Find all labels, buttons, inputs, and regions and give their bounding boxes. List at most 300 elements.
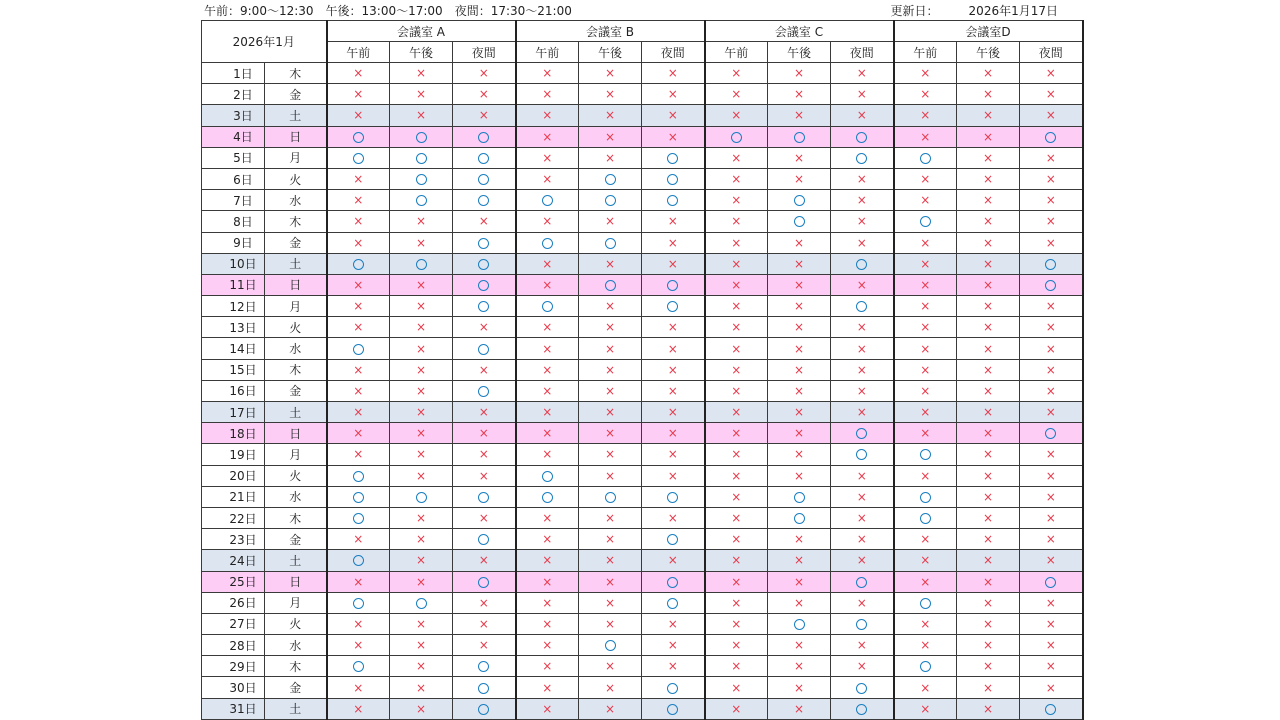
available-circle-icon — [1045, 280, 1056, 291]
availability-cell — [831, 677, 894, 698]
unavailable-cross-icon: × — [1045, 616, 1056, 631]
availability-cell — [1020, 635, 1083, 656]
unavailable-cross-icon: × — [604, 426, 616, 441]
date-cell: 27日 — [202, 613, 265, 634]
availability-cell — [579, 168, 642, 189]
slot-header: 夜間 — [831, 42, 894, 63]
unavailable-cross-icon: × — [982, 235, 994, 250]
unavailable-cross-icon: × — [478, 108, 489, 123]
unavailable-cross-icon: × — [856, 87, 867, 102]
unavailable-cross-icon: × — [982, 172, 994, 187]
unavailable-cross-icon: × — [604, 129, 616, 144]
available-circle-icon — [920, 216, 931, 227]
table-row — [202, 677, 1083, 698]
available-circle-icon — [353, 513, 364, 524]
availability-cell — [831, 486, 894, 507]
availability-cell — [957, 338, 1020, 359]
availability-cell — [894, 571, 957, 592]
table-row — [202, 296, 1083, 317]
unavailable-cross-icon: × — [353, 277, 364, 292]
unavailable-cross-icon: × — [478, 511, 489, 526]
unavailable-cross-icon: × — [604, 447, 616, 462]
unavailable-cross-icon: × — [920, 426, 931, 441]
availability-cell — [894, 423, 957, 444]
weekday-cell: 水 — [265, 338, 327, 359]
available-circle-icon — [856, 619, 867, 630]
availability-cell — [579, 147, 642, 168]
availability-cell — [453, 613, 516, 634]
unavailable-cross-icon: × — [793, 66, 805, 81]
unavailable-cross-icon: × — [542, 511, 553, 526]
slot-header: 夜間 — [642, 42, 705, 63]
unavailable-cross-icon: × — [856, 595, 867, 610]
availability-cell — [327, 529, 390, 550]
date-cell: 9日 — [202, 232, 265, 253]
availability-cell — [327, 105, 390, 126]
availability-cell — [894, 380, 957, 401]
unavailable-cross-icon: × — [353, 299, 364, 314]
weekday-cell: 火 — [265, 168, 327, 189]
availability-cell — [453, 465, 516, 486]
unavailable-cross-icon: × — [667, 638, 678, 653]
availability-cell — [390, 677, 453, 698]
availability-cell — [390, 84, 453, 105]
availability-cell — [894, 63, 957, 84]
availability-cell — [1020, 613, 1083, 634]
availability-cell — [957, 380, 1020, 401]
availability-cell — [831, 613, 894, 634]
availability-cell — [390, 296, 453, 317]
availability-cell — [642, 296, 705, 317]
availability-cell — [453, 338, 516, 359]
available-circle-icon — [667, 301, 678, 312]
availability-cell — [516, 253, 579, 274]
availability-cell — [957, 698, 1020, 719]
availability-cell — [894, 253, 957, 274]
availability-cell — [516, 635, 579, 656]
available-circle-icon — [542, 492, 553, 503]
availability-cell — [957, 84, 1020, 105]
availability-cell — [390, 211, 453, 232]
availability-cell — [768, 338, 831, 359]
availability-cell — [642, 380, 705, 401]
availability-cell — [831, 253, 894, 274]
availability-cell — [894, 465, 957, 486]
availability-cell — [516, 211, 579, 232]
slot-header: 午後 — [390, 42, 453, 63]
availability-cell — [705, 486, 768, 507]
availability-cell — [327, 338, 390, 359]
availability-cell — [831, 211, 894, 232]
unavailable-cross-icon: × — [793, 383, 805, 398]
availability-cell — [831, 190, 894, 211]
slot-header: 午前 — [894, 42, 957, 63]
unavailable-cross-icon: × — [920, 299, 931, 314]
date-cell: 19日 — [202, 444, 265, 465]
unavailable-cross-icon: × — [793, 595, 805, 610]
availability-cell — [327, 274, 390, 295]
table-row — [202, 380, 1083, 401]
available-circle-icon — [542, 238, 553, 249]
availability-cell — [894, 211, 957, 232]
unavailable-cross-icon: × — [353, 701, 364, 716]
availability-cell — [894, 190, 957, 211]
availability-cell — [327, 613, 390, 634]
unavailable-cross-icon: × — [415, 574, 427, 589]
unavailable-cross-icon: × — [982, 595, 994, 610]
table-row — [202, 190, 1083, 211]
availability-cell — [516, 84, 579, 105]
date-cell: 28日 — [202, 635, 265, 656]
availability-cell — [894, 232, 957, 253]
availability-cell — [453, 274, 516, 295]
availability-cell — [642, 613, 705, 634]
availability-cell — [894, 677, 957, 698]
availability-cell — [957, 317, 1020, 338]
availability-cell — [768, 147, 831, 168]
date-cell: 11日 — [202, 274, 265, 295]
availability-cell — [957, 296, 1020, 317]
unavailable-cross-icon: × — [982, 129, 994, 144]
unavailable-cross-icon: × — [542, 426, 553, 441]
availability-cell — [579, 507, 642, 528]
unavailable-cross-icon: × — [542, 172, 553, 187]
availability-cell — [579, 296, 642, 317]
available-circle-icon — [478, 174, 489, 185]
unavailable-cross-icon: × — [478, 66, 489, 81]
unavailable-cross-icon: × — [793, 172, 805, 187]
availability-cell — [579, 571, 642, 592]
availability-cell — [1020, 550, 1083, 571]
unavailable-cross-icon: × — [793, 299, 805, 314]
availability-cell — [1020, 338, 1083, 359]
unavailable-cross-icon: × — [604, 616, 616, 631]
available-circle-icon — [667, 280, 678, 291]
unavailable-cross-icon: × — [982, 638, 994, 653]
table-row — [202, 84, 1083, 105]
unavailable-cross-icon: × — [920, 66, 931, 81]
availability-cell — [642, 444, 705, 465]
table-row — [202, 507, 1083, 528]
available-circle-icon — [1045, 132, 1056, 143]
unavailable-cross-icon: × — [982, 383, 994, 398]
available-circle-icon — [478, 280, 489, 291]
available-circle-icon — [416, 598, 427, 609]
availability-cell — [894, 550, 957, 571]
availability-cell — [453, 211, 516, 232]
availability-cell — [1020, 402, 1083, 423]
weekday-cell: 土 — [265, 105, 327, 126]
availability-cell — [516, 190, 579, 211]
available-circle-icon — [478, 661, 489, 672]
availability-cell — [894, 338, 957, 359]
availability-cell — [453, 190, 516, 211]
updated-label: 更新日： — [890, 4, 939, 18]
availability-cell — [1020, 529, 1083, 550]
unavailable-cross-icon: × — [415, 659, 427, 674]
availability-cell — [768, 274, 831, 295]
availability-cell — [579, 84, 642, 105]
availability-cell — [957, 105, 1020, 126]
availability-cell — [579, 359, 642, 380]
available-circle-icon — [856, 683, 867, 694]
availability-cell — [705, 465, 768, 486]
availability-cell — [390, 529, 453, 550]
unavailable-cross-icon: × — [982, 277, 994, 292]
availability-cell — [579, 465, 642, 486]
available-circle-icon — [667, 492, 678, 503]
unavailable-cross-icon: × — [478, 362, 489, 377]
availability-cell — [831, 571, 894, 592]
available-circle-icon — [605, 195, 616, 206]
unavailable-cross-icon: × — [542, 405, 553, 420]
availability-cell — [1020, 359, 1083, 380]
unavailable-cross-icon: × — [920, 235, 931, 250]
available-circle-icon — [478, 238, 489, 249]
date-cell: 21日 — [202, 486, 265, 507]
availability-cell — [831, 105, 894, 126]
available-circle-icon — [667, 598, 678, 609]
available-circle-icon — [667, 534, 678, 545]
availability-cell — [516, 147, 579, 168]
slot-header: 午前 — [327, 42, 390, 63]
unavailable-cross-icon: × — [604, 383, 616, 398]
availability-cell — [642, 507, 705, 528]
unavailable-cross-icon: × — [920, 638, 931, 653]
table-row — [202, 402, 1083, 423]
availability-cell — [957, 613, 1020, 634]
availability-cell — [642, 656, 705, 677]
availability-cell — [390, 359, 453, 380]
availability-cell — [894, 529, 957, 550]
unavailable-cross-icon: × — [542, 214, 553, 229]
available-circle-icon — [353, 555, 364, 566]
availability-cell — [453, 402, 516, 423]
table-row — [202, 147, 1083, 168]
availability-cell — [957, 529, 1020, 550]
availability-cell — [705, 190, 768, 211]
updated-date: 2026年1月17日 — [968, 4, 1058, 18]
availability-cell — [768, 507, 831, 528]
availability-cell — [453, 529, 516, 550]
availability-cell — [579, 380, 642, 401]
weekday-cell: 木 — [265, 211, 327, 232]
unavailable-cross-icon: × — [856, 511, 867, 526]
unavailable-cross-icon: × — [731, 553, 742, 568]
unavailable-cross-icon: × — [415, 341, 427, 356]
availability-cell — [831, 698, 894, 719]
availability-cell — [957, 253, 1020, 274]
table-row — [202, 423, 1083, 444]
availability-cell — [957, 423, 1020, 444]
unavailable-cross-icon: × — [731, 150, 742, 165]
available-circle-icon — [353, 259, 364, 270]
unavailable-cross-icon: × — [920, 574, 931, 589]
availability-cell — [327, 465, 390, 486]
weekday-cell: 日 — [265, 274, 327, 295]
unavailable-cross-icon: × — [920, 320, 931, 335]
available-circle-icon — [353, 344, 364, 355]
availability-cell — [894, 126, 957, 147]
unavailable-cross-icon: × — [415, 426, 427, 441]
unavailable-cross-icon: × — [542, 129, 553, 144]
availability-cell — [705, 232, 768, 253]
weekday-cell: 水 — [265, 486, 327, 507]
unavailable-cross-icon: × — [1045, 638, 1056, 653]
availability-cell — [516, 465, 579, 486]
availability-cell — [831, 423, 894, 444]
availability-cell — [642, 253, 705, 274]
unavailable-cross-icon: × — [856, 659, 867, 674]
unavailable-cross-icon: × — [793, 532, 805, 547]
availability-cell — [516, 656, 579, 677]
table-row — [202, 105, 1083, 126]
table-row — [202, 168, 1083, 189]
unavailable-cross-icon: × — [1045, 680, 1056, 695]
unavailable-cross-icon: × — [415, 66, 427, 81]
availability-cell — [390, 465, 453, 486]
slot-header: 午後 — [579, 42, 642, 63]
unavailable-cross-icon: × — [920, 383, 931, 398]
availability-cell — [327, 168, 390, 189]
unavailable-cross-icon: × — [604, 108, 616, 123]
availability-cell — [390, 656, 453, 677]
available-circle-icon — [353, 661, 364, 672]
availability-cell — [642, 338, 705, 359]
unavailable-cross-icon: × — [982, 511, 994, 526]
unavailable-cross-icon: × — [793, 87, 805, 102]
availability-cell — [516, 486, 579, 507]
availability-cell — [831, 507, 894, 528]
availability-cell — [642, 571, 705, 592]
slot-header: 午後 — [957, 42, 1020, 63]
table-row — [202, 253, 1083, 274]
table-row — [202, 698, 1083, 719]
unavailable-cross-icon: × — [856, 108, 867, 123]
available-circle-icon — [542, 195, 553, 206]
unavailable-cross-icon: × — [731, 108, 742, 123]
date-cell: 10日 — [202, 253, 265, 274]
available-circle-icon — [667, 704, 678, 715]
available-circle-icon — [478, 132, 489, 143]
unavailable-cross-icon: × — [542, 659, 553, 674]
availability-cell — [705, 592, 768, 613]
availability-cell — [705, 253, 768, 274]
unavailable-cross-icon: × — [667, 553, 678, 568]
unavailable-cross-icon: × — [415, 405, 427, 420]
availability-cell — [390, 105, 453, 126]
availability-cell — [705, 211, 768, 232]
availability-cell — [642, 486, 705, 507]
unavailable-cross-icon: × — [353, 532, 364, 547]
availability-cell — [894, 84, 957, 105]
available-circle-icon — [605, 280, 616, 291]
availability-cell — [642, 592, 705, 613]
unavailable-cross-icon: × — [604, 320, 616, 335]
available-circle-icon — [920, 492, 931, 503]
availability-cell — [516, 274, 579, 295]
availability-cell — [705, 635, 768, 656]
weekday-cell: 土 — [265, 402, 327, 423]
availability-cell — [705, 105, 768, 126]
unavailable-cross-icon: × — [920, 616, 931, 631]
availability-cell — [642, 698, 705, 719]
availability-cell — [957, 126, 1020, 147]
unavailable-cross-icon: × — [542, 447, 553, 462]
availability-cell — [1020, 274, 1083, 295]
available-circle-icon — [478, 492, 489, 503]
availability-cell — [768, 105, 831, 126]
availability-cell — [1020, 296, 1083, 317]
available-circle-icon — [920, 513, 931, 524]
availability-cell — [894, 105, 957, 126]
availability-cell — [579, 190, 642, 211]
availability-cell — [1020, 168, 1083, 189]
availability-cell — [831, 126, 894, 147]
availability-cell — [1020, 465, 1083, 486]
availability-cell — [642, 211, 705, 232]
availability-cell — [831, 274, 894, 295]
availability-cell — [831, 444, 894, 465]
unavailable-cross-icon: × — [920, 405, 931, 420]
unavailable-cross-icon: × — [856, 638, 867, 653]
unavailable-cross-icon: × — [542, 341, 553, 356]
availability-cell — [642, 423, 705, 444]
availability-cell — [516, 613, 579, 634]
weekday-cell: 火 — [265, 465, 327, 486]
unavailable-cross-icon: × — [415, 532, 427, 547]
unavailable-cross-icon: × — [667, 108, 678, 123]
unavailable-cross-icon: × — [604, 595, 616, 610]
unavailable-cross-icon: × — [731, 193, 742, 208]
table-row — [202, 613, 1083, 634]
unavailable-cross-icon: × — [542, 362, 553, 377]
availability-cell — [516, 402, 579, 423]
unavailable-cross-icon: × — [478, 214, 489, 229]
availability-cell — [516, 550, 579, 571]
availability-cell — [768, 423, 831, 444]
availability-cell — [957, 190, 1020, 211]
table-row — [202, 550, 1083, 571]
unavailable-cross-icon: × — [667, 256, 678, 271]
unavailable-cross-icon: × — [667, 320, 678, 335]
availability-cell — [768, 677, 831, 698]
unavailable-cross-icon: × — [604, 66, 616, 81]
availability-cell — [768, 84, 831, 105]
weekday-cell: 金 — [265, 529, 327, 550]
table-row — [202, 211, 1083, 232]
unavailable-cross-icon: × — [353, 447, 364, 462]
unavailable-cross-icon: × — [856, 489, 867, 504]
unavailable-cross-icon: × — [982, 87, 994, 102]
unavailable-cross-icon: × — [353, 638, 364, 653]
availability-cell — [831, 380, 894, 401]
weekday-cell: 木 — [265, 507, 327, 528]
unavailable-cross-icon: × — [731, 701, 742, 716]
room-header: 会議室D — [894, 21, 1083, 42]
unavailable-cross-icon: × — [1045, 447, 1056, 462]
availability-cell — [705, 571, 768, 592]
unavailable-cross-icon: × — [731, 362, 742, 377]
availability-cell — [831, 635, 894, 656]
available-circle-icon — [920, 661, 931, 672]
availability-cell — [327, 444, 390, 465]
availability-cell — [516, 317, 579, 338]
availability-cell — [1020, 253, 1083, 274]
availability-cell — [642, 274, 705, 295]
availability-cell — [768, 253, 831, 274]
date-cell: 4日 — [202, 126, 265, 147]
